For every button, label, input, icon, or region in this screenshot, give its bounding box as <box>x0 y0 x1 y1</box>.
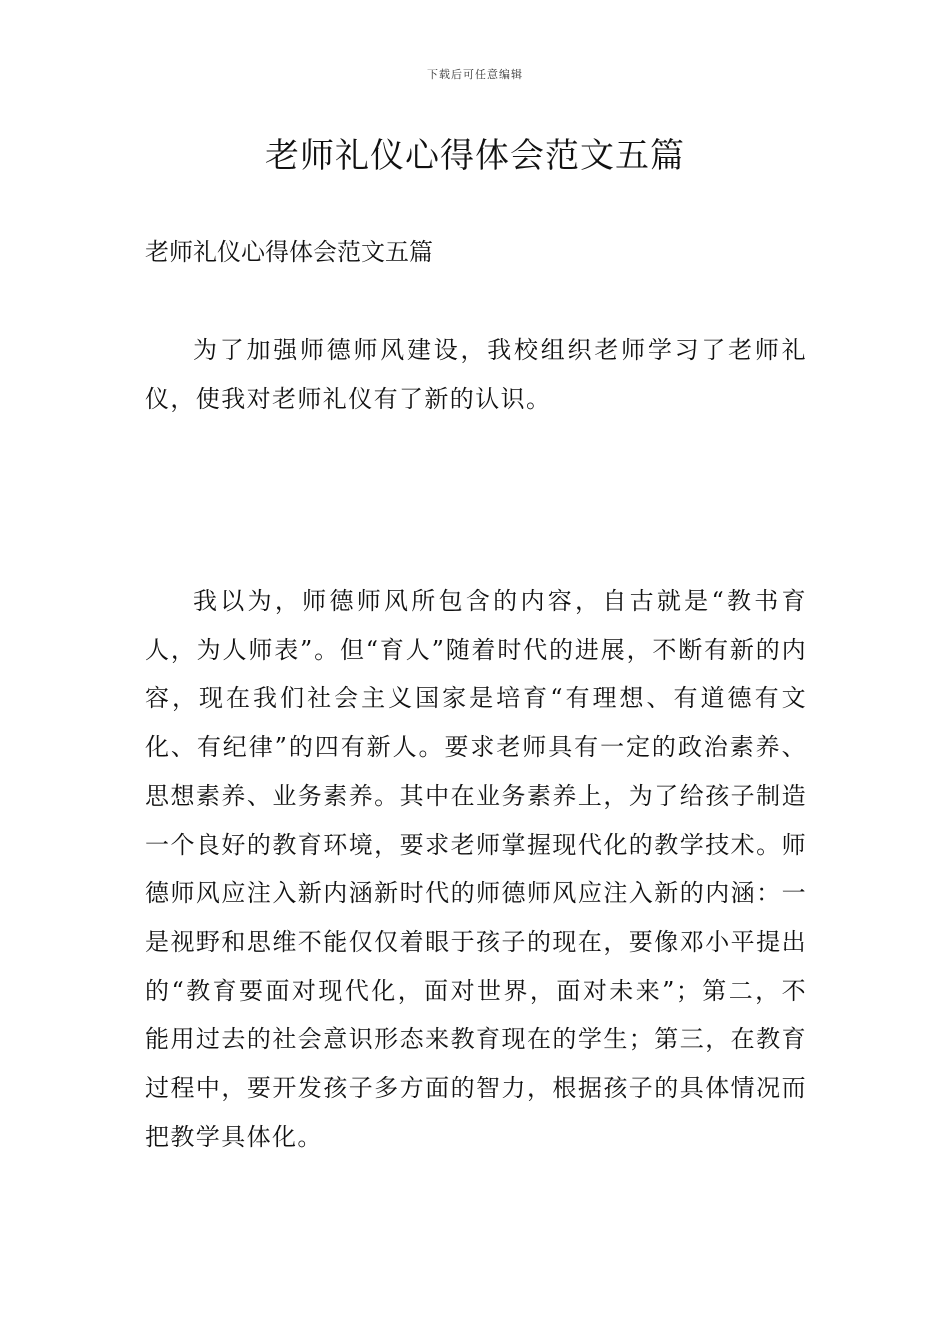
document-subtitle: 老师礼仪心得体会范文五篇 <box>145 238 433 266</box>
header-note: 下载后可任意编辑 <box>427 68 523 81</box>
paragraph: 为了加强师德师风建设，我校组织老师学习了老师礼仪，使我对老师礼仪有了新的认识。 <box>145 336 807 413</box>
paragraph: 我以为，师德师风所包含的内容，自古就是“教书育人，为人师表”。但“育人”随着时代的进展，不断有新的内容，现在我们社会主义国家是培育“有理想、有道德有文化、有纪律”的四有新人。要求老师具有一定的政治素养、思想素养、业务素养。其中在业务素养上，为了给孩子制造一个良好的教育环境，要求老师掌握现代化的教学技术。师德师风应注入新内涵新时代的师德师风应注入新的内涵：一是视野和思维不能仅仅着眼于孩子的现在，要像邓小平提出的“教育要面对现代化，面对世界，面对未来”；第二，不能用过去的社会意识形态来教育现在的学生；第三，在教育过程中，要开发孩子多方面的智力，根据孩子的具体情况而把教学具体化。 <box>145 587 807 1151</box>
document-title: 老师礼仪心得体会范文五篇 <box>265 136 685 176</box>
